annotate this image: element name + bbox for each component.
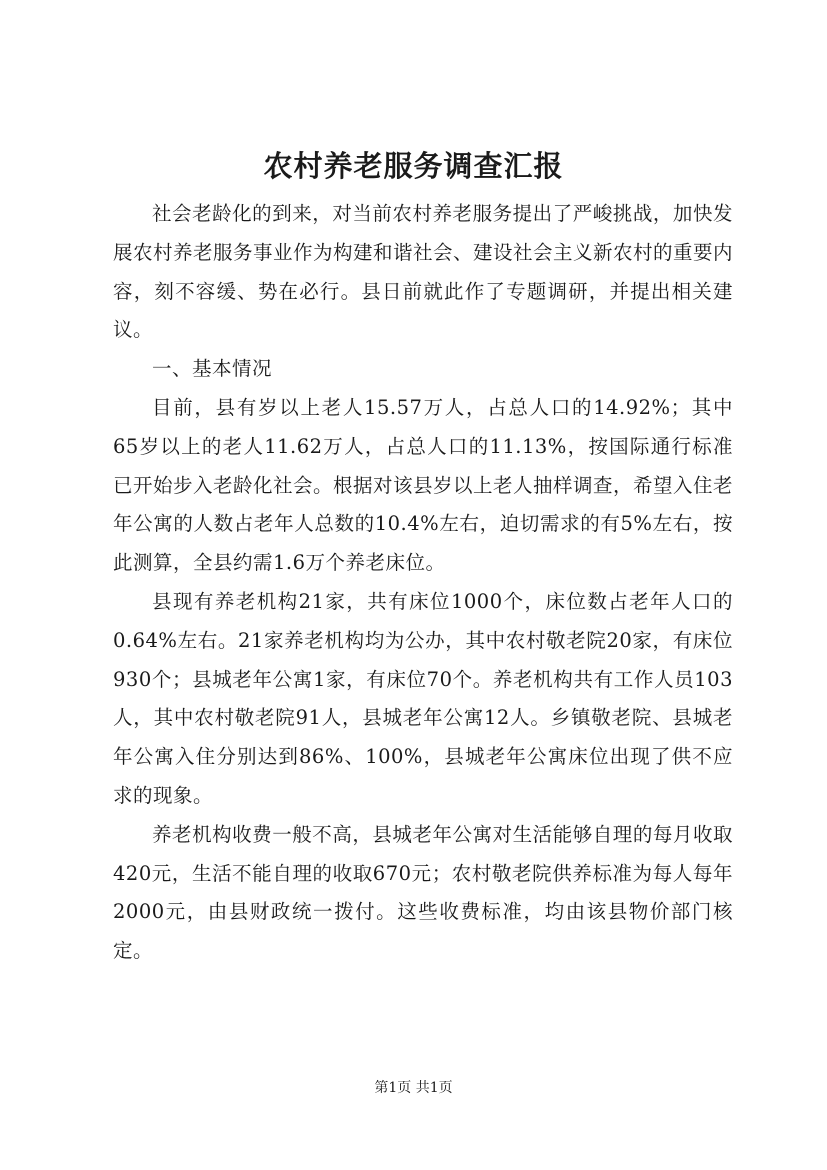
- paragraph-fees: 养老机构收费一般不高，县城老年公寓对生活能够自理的每月收取420元，生活不能自理的收取670元；农村敬老院供养标准为每人每年2000元，由县财政统一拨付。这些收费标准，均由该县物价部门核定。: [113, 822, 733, 963]
- document-body: [113, 195, 733, 971]
- document-title: 农村养老服务调查汇报: [263, 149, 564, 183]
- paragraph-intro: 社会老龄化的到来，对当前农村养老服务提出了严峻挑战，加快发展农村养老服务事业作为构建和谐社会、建设社会主义新农村的重要内容，刻不容缓、势在必行。县日前就此作了专题调研，并提出相关建议。: [113, 202, 734, 342]
- page-footer: 第1页 共1页: [374, 1080, 453, 1096]
- paragraph-population: 目前，县有岁以上老人15.57万人，占总人口的14.92%；其中65岁以上的老人11.62万人，占总人口的11.13%，按国际通行标准已开始步入老龄化社会。根据对该县岁以上老人抽样调查，希望入住老年公寓的人数占老年人总数的10.4%左右，迫切需求的有5%左右，按此测算，全县约需1.6万个养老床位。: [113, 395, 734, 575]
- paragraph-institutions: 县现有养老机构21家，共有床位1000个，床位数占老年人口的0.64%左右。21家养老机构均为公办，其中农村敬老院20家，有床位930个；县城老年公寓1家，有床位70个。养老机构共有工作人员103人，其中农村敬老院91人，县城老年公寓12人。乡镇敬老院、县城老年公寓入住分别达到86%、100%，县城老年公寓床位出现了供不应求的现象。: [113, 589, 733, 807]
- section-heading-basic-situation: 一、基本情况: [152, 357, 273, 381]
